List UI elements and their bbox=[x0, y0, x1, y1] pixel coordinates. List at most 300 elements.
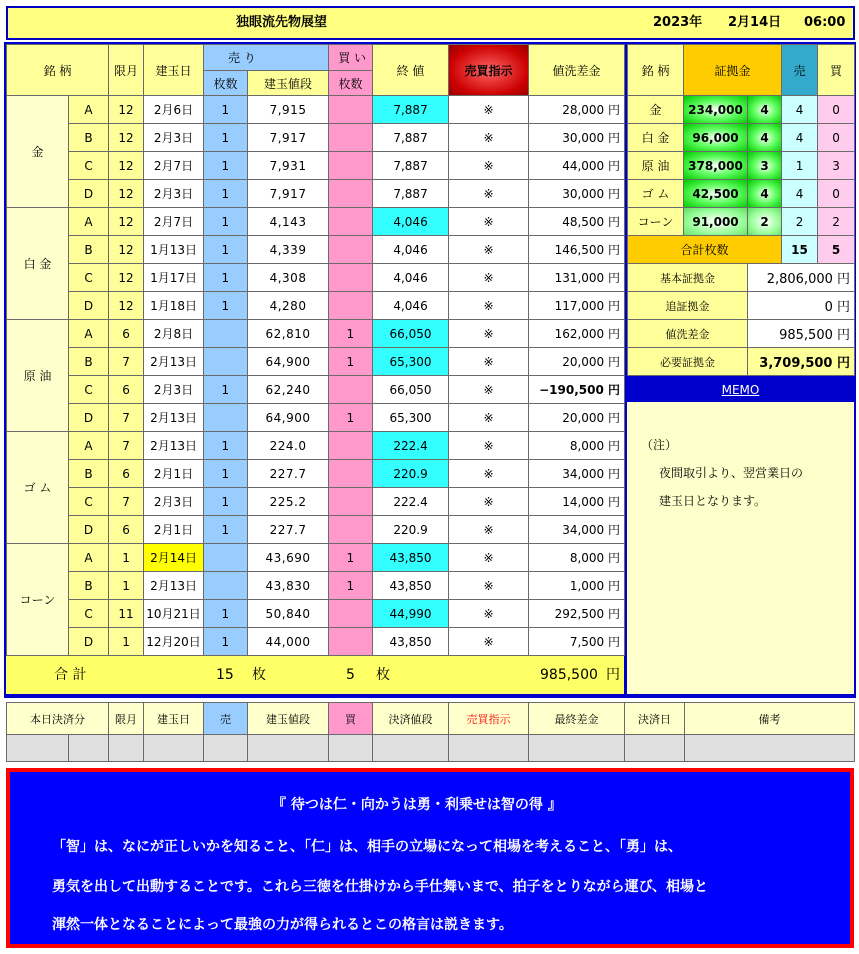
position-date: 10月21日 bbox=[144, 600, 204, 628]
margin-sell: 2 bbox=[782, 208, 818, 236]
buy-count bbox=[329, 432, 373, 460]
sell-count: 1 bbox=[204, 96, 248, 124]
position-price: 7,917 bbox=[248, 180, 329, 208]
order-mark[interactable]: ※ bbox=[449, 600, 529, 628]
position-price: 64,900 bbox=[248, 348, 329, 376]
contract-month: 12 bbox=[109, 152, 144, 180]
buy-count: 1 bbox=[329, 348, 373, 376]
yen-unit: 円 bbox=[608, 467, 621, 481]
buy-count bbox=[329, 460, 373, 488]
yen-unit: 円 bbox=[608, 411, 621, 425]
position-date: 2月1日 bbox=[144, 516, 204, 544]
settle-empty-row bbox=[7, 735, 855, 762]
margin-row bbox=[628, 180, 855, 208]
order-mark[interactable]: ※ bbox=[449, 376, 529, 404]
margin-sell: 4 bbox=[782, 124, 818, 152]
position-row bbox=[7, 152, 625, 180]
close-price: 222.4 bbox=[373, 488, 449, 516]
yen-unit: 円 bbox=[608, 159, 621, 173]
settle-header-buy: 買 bbox=[329, 703, 373, 735]
settle-header-sell: 売 bbox=[204, 703, 248, 735]
close-price: 66,050 bbox=[373, 320, 449, 348]
position-row bbox=[7, 432, 625, 460]
position-code: B bbox=[69, 236, 109, 264]
position-date: 1月13日 bbox=[144, 236, 204, 264]
position-date: 2月3日 bbox=[144, 180, 204, 208]
position-price: 225.2 bbox=[248, 488, 329, 516]
valuation-diff bbox=[529, 208, 625, 236]
position-price: 64,900 bbox=[248, 404, 329, 432]
position-price: 224.0 bbox=[248, 432, 329, 460]
sell-count bbox=[204, 544, 248, 572]
order-mark[interactable]: ※ bbox=[449, 96, 529, 124]
buy-count bbox=[329, 488, 373, 516]
position-row bbox=[7, 460, 625, 488]
position-date: 1月17日 bbox=[144, 264, 204, 292]
position-row bbox=[7, 572, 625, 600]
settle-header-bikou: 備考 bbox=[685, 703, 855, 735]
totals-label: 合 計 bbox=[54, 667, 87, 683]
margin-buy: 0 bbox=[818, 96, 855, 124]
yen-unit: 円 bbox=[608, 103, 621, 117]
close-price: 43,850 bbox=[373, 572, 449, 600]
position-date: 2月7日 bbox=[144, 208, 204, 236]
valuation-diff bbox=[529, 264, 625, 292]
order-mark[interactable]: ※ bbox=[449, 348, 529, 376]
buy-count bbox=[329, 208, 373, 236]
buy-count bbox=[329, 264, 373, 292]
margin-count: 4 bbox=[748, 96, 782, 124]
valuation-diff-value: 7,500 bbox=[569, 635, 605, 649]
sell-count: 1 bbox=[204, 488, 248, 516]
sell-count: 1 bbox=[204, 236, 248, 264]
margin-commodity: 原 油 bbox=[628, 152, 684, 180]
sell-count: 1 bbox=[204, 600, 248, 628]
totals-buy-count: 5 bbox=[346, 667, 355, 683]
margin-amount: 96,000 bbox=[684, 124, 748, 152]
valuation-diff bbox=[529, 600, 625, 628]
position-row bbox=[7, 404, 625, 432]
margin-buy: 0 bbox=[818, 180, 855, 208]
margin-count: 4 bbox=[748, 180, 782, 208]
buy-count: 1 bbox=[329, 572, 373, 600]
yen-unit: 円 bbox=[608, 215, 621, 229]
position-code: B bbox=[69, 348, 109, 376]
col-header-meigara: 銘 柄 bbox=[7, 45, 109, 96]
summary-row bbox=[628, 320, 855, 348]
settle-header-kessai-neodan: 決済値段 bbox=[373, 703, 449, 735]
position-code: D bbox=[69, 292, 109, 320]
position-row bbox=[7, 376, 625, 404]
position-date: 2月13日 bbox=[144, 572, 204, 600]
side-header-margin: 証拠金 bbox=[684, 45, 782, 96]
order-mark[interactable]: ※ bbox=[449, 628, 529, 656]
yen-unit: 円 bbox=[608, 607, 621, 621]
valuation-diff-value: 20,000 bbox=[562, 411, 605, 425]
sell-count: 1 bbox=[204, 376, 248, 404]
position-date: 2月13日 bbox=[144, 348, 204, 376]
yen-unit: 円 bbox=[608, 131, 621, 145]
order-mark[interactable]: ※ bbox=[449, 180, 529, 208]
position-price: 50,840 bbox=[248, 600, 329, 628]
col-header-uri: 売 り bbox=[204, 45, 329, 71]
header-bar bbox=[6, 6, 855, 40]
valuation-diff-value: 292,500 bbox=[554, 607, 605, 621]
commodity-name: 白 金 bbox=[7, 208, 69, 320]
margin-row bbox=[628, 124, 855, 152]
position-price: 227.7 bbox=[248, 516, 329, 544]
position-row bbox=[7, 320, 625, 348]
position-row bbox=[7, 600, 625, 628]
contract-month: 1 bbox=[109, 544, 144, 572]
proverb-box bbox=[6, 768, 854, 948]
valuation-diff bbox=[529, 516, 625, 544]
order-mark[interactable]: ※ bbox=[449, 236, 529, 264]
sell-count: 1 bbox=[204, 180, 248, 208]
valuation-diff bbox=[529, 292, 625, 320]
position-row bbox=[7, 208, 625, 236]
close-price: 43,850 bbox=[373, 628, 449, 656]
summary-value: 2,806,000 円 bbox=[748, 264, 855, 292]
memo-line-2: 建玉日となります。 bbox=[659, 494, 767, 508]
contract-month: 12 bbox=[109, 236, 144, 264]
position-row bbox=[7, 488, 625, 516]
commodity-name: 金 bbox=[7, 96, 69, 208]
position-price: 4,143 bbox=[248, 208, 329, 236]
col-header-kai: 買 い bbox=[329, 45, 373, 71]
memo-link[interactable]: MEMO bbox=[627, 378, 854, 402]
totals-buy-unit: 枚 bbox=[376, 667, 390, 683]
valuation-diff bbox=[529, 544, 625, 572]
close-price: 4,046 bbox=[373, 208, 449, 236]
yen-unit: 円 bbox=[608, 635, 621, 649]
position-code: B bbox=[69, 460, 109, 488]
contract-month: 12 bbox=[109, 180, 144, 208]
summary-label: 追証拠金 bbox=[628, 292, 748, 320]
position-price: 44,000 bbox=[248, 628, 329, 656]
summary-value: 985,500 円 bbox=[748, 320, 855, 348]
valuation-diff-value: 48,500 bbox=[562, 215, 605, 229]
order-mark[interactable]: ※ bbox=[449, 320, 529, 348]
position-row bbox=[7, 516, 625, 544]
commodity-name: 原 油 bbox=[7, 320, 69, 432]
position-date: 2月13日 bbox=[144, 432, 204, 460]
sell-count: 1 bbox=[204, 292, 248, 320]
position-row bbox=[7, 544, 625, 572]
sell-count: 1 bbox=[204, 460, 248, 488]
close-price: 65,300 bbox=[373, 404, 449, 432]
valuation-diff bbox=[529, 124, 625, 152]
margin-commodity: 白 金 bbox=[628, 124, 684, 152]
yen-unit: 円 bbox=[608, 271, 621, 285]
valuation-diff bbox=[529, 488, 625, 516]
total-sell-count: 15 bbox=[782, 236, 818, 264]
position-date: 2月3日 bbox=[144, 124, 204, 152]
valuation-diff bbox=[529, 432, 625, 460]
close-price: 7,887 bbox=[373, 180, 449, 208]
close-price: 4,046 bbox=[373, 236, 449, 264]
yen-unit: 円 bbox=[608, 383, 621, 397]
summary-row bbox=[628, 264, 855, 292]
summary-value: 3,709,500 円 bbox=[748, 348, 855, 376]
header-year: 2023年 bbox=[653, 15, 703, 30]
position-date: 2月14日 bbox=[144, 544, 204, 572]
buy-count: 1 bbox=[329, 544, 373, 572]
position-row bbox=[7, 292, 625, 320]
position-price: 43,830 bbox=[248, 572, 329, 600]
valuation-diff-value: 34,000 bbox=[562, 467, 605, 481]
totals-sell-unit: 枚 bbox=[252, 667, 266, 683]
valuation-diff bbox=[529, 572, 625, 600]
position-code: A bbox=[69, 208, 109, 236]
valuation-diff bbox=[529, 180, 625, 208]
position-date: 2月3日 bbox=[144, 488, 204, 516]
contract-month: 1 bbox=[109, 628, 144, 656]
valuation-diff bbox=[529, 376, 625, 404]
position-price: 62,240 bbox=[248, 376, 329, 404]
total-buy-count: 5 bbox=[818, 236, 855, 264]
sell-count: 1 bbox=[204, 124, 248, 152]
buy-count bbox=[329, 180, 373, 208]
sell-count bbox=[204, 320, 248, 348]
proverb-title: 『 待つは仁・向かうは勇・利乗せは智の得 』 bbox=[272, 797, 562, 813]
position-code: D bbox=[69, 516, 109, 544]
position-code: C bbox=[69, 264, 109, 292]
margin-amount: 234,000 bbox=[684, 96, 748, 124]
position-date: 2月13日 bbox=[144, 404, 204, 432]
settle-header-saishu-sakin: 最終差金 bbox=[529, 703, 625, 735]
position-date: 2月3日 bbox=[144, 376, 204, 404]
position-code: D bbox=[69, 404, 109, 432]
settle-header-kessaibi: 決済日 bbox=[625, 703, 685, 735]
yen-unit: 円 bbox=[608, 355, 621, 369]
sell-count bbox=[204, 348, 248, 376]
sell-count: 1 bbox=[204, 432, 248, 460]
margin-count: 2 bbox=[748, 208, 782, 236]
margin-amount: 91,000 bbox=[684, 208, 748, 236]
page-title: 独眼流先物展望 bbox=[236, 15, 328, 30]
buy-count bbox=[329, 292, 373, 320]
contract-month: 12 bbox=[109, 264, 144, 292]
position-price: 7,917 bbox=[248, 124, 329, 152]
position-code: C bbox=[69, 376, 109, 404]
position-row bbox=[7, 96, 625, 124]
sell-count: 1 bbox=[204, 516, 248, 544]
yen-unit: 円 bbox=[608, 299, 621, 313]
order-mark[interactable]: ※ bbox=[449, 208, 529, 236]
position-date: 12月20日 bbox=[144, 628, 204, 656]
contract-month: 6 bbox=[109, 516, 144, 544]
yen-unit: 円 bbox=[608, 187, 621, 201]
contract-month: 11 bbox=[109, 600, 144, 628]
valuation-diff-value: 1,000 bbox=[569, 579, 605, 593]
valuation-diff-value: −190,500 bbox=[539, 383, 604, 397]
buy-count bbox=[329, 600, 373, 628]
valuation-diff-value: 131,000 bbox=[554, 271, 605, 285]
order-mark[interactable]: ※ bbox=[449, 460, 529, 488]
header-date: 2月14日 bbox=[728, 15, 782, 30]
valuation-diff-value: 8,000 bbox=[569, 439, 605, 453]
contract-month: 6 bbox=[109, 460, 144, 488]
valuation-diff bbox=[529, 96, 625, 124]
position-date: 2月6日 bbox=[144, 96, 204, 124]
order-mark[interactable]: ※ bbox=[449, 432, 529, 460]
valuation-diff-value: 30,000 bbox=[562, 187, 605, 201]
position-price: 7,931 bbox=[248, 152, 329, 180]
contract-month: 12 bbox=[109, 208, 144, 236]
sell-count bbox=[204, 404, 248, 432]
margin-row bbox=[628, 96, 855, 124]
col-header-owarine: 終 値 bbox=[373, 45, 449, 96]
valuation-diff-value: 117,000 bbox=[554, 299, 605, 313]
margin-table bbox=[627, 44, 855, 376]
margin-sell: 4 bbox=[782, 96, 818, 124]
summary-row bbox=[628, 292, 855, 320]
position-row bbox=[7, 628, 625, 656]
valuation-diff bbox=[529, 236, 625, 264]
contract-month: 7 bbox=[109, 432, 144, 460]
position-code: A bbox=[69, 544, 109, 572]
position-price: 43,690 bbox=[248, 544, 329, 572]
memo-note-title: （注） bbox=[641, 438, 678, 452]
buy-count bbox=[329, 236, 373, 264]
margin-buy: 3 bbox=[818, 152, 855, 180]
contract-month: 12 bbox=[109, 292, 144, 320]
contract-month: 1 bbox=[109, 572, 144, 600]
side-header-sell: 売 bbox=[782, 45, 818, 96]
yen-unit: 円 bbox=[608, 243, 621, 257]
order-mark[interactable]: ※ bbox=[449, 488, 529, 516]
total-count-label: 合計枚数 bbox=[628, 236, 782, 264]
margin-count: 3 bbox=[748, 152, 782, 180]
valuation-diff bbox=[529, 348, 625, 376]
contract-month: 7 bbox=[109, 404, 144, 432]
valuation-diff-value: 28,000 bbox=[562, 103, 605, 117]
close-price: 65,300 bbox=[373, 348, 449, 376]
proverb-line-3: 渾然一体となることによって最強の力が得られるとこの格言は説きます。 bbox=[52, 917, 513, 933]
position-code: C bbox=[69, 600, 109, 628]
margin-count: 4 bbox=[748, 124, 782, 152]
position-row bbox=[7, 348, 625, 376]
valuation-diff-value: 30,000 bbox=[562, 131, 605, 145]
contract-month: 6 bbox=[109, 320, 144, 348]
position-row bbox=[7, 180, 625, 208]
summary-row bbox=[628, 348, 855, 376]
position-row bbox=[7, 124, 625, 152]
buy-count bbox=[329, 376, 373, 404]
close-price: 4,046 bbox=[373, 264, 449, 292]
position-price: 7,915 bbox=[248, 96, 329, 124]
contract-month: 12 bbox=[109, 96, 144, 124]
margin-commodity: コーン bbox=[628, 208, 684, 236]
margin-row bbox=[628, 152, 855, 180]
col-header-buy-count: 枚数 bbox=[329, 71, 373, 96]
order-mark[interactable]: ※ bbox=[449, 152, 529, 180]
sell-count: 1 bbox=[204, 628, 248, 656]
buy-count bbox=[329, 628, 373, 656]
positions-table bbox=[6, 44, 625, 656]
buy-count bbox=[329, 96, 373, 124]
contract-month: 6 bbox=[109, 376, 144, 404]
col-header-gengetsu: 限月 bbox=[109, 45, 144, 96]
valuation-diff-value: 14,000 bbox=[562, 495, 605, 509]
settle-header-tategyoku-neodan: 建玉値段 bbox=[248, 703, 329, 735]
yen-unit: 円 bbox=[608, 523, 621, 537]
commodity-name: コーン bbox=[7, 544, 69, 656]
memo-line-1: 夜間取引より、翌営業日の bbox=[659, 466, 804, 480]
close-price: 4,046 bbox=[373, 292, 449, 320]
order-mark[interactable]: ※ bbox=[449, 124, 529, 152]
position-code: C bbox=[69, 488, 109, 516]
contract-month: 7 bbox=[109, 488, 144, 516]
proverb-line-1: 「智」は、なにが正しいかを知ること、「仁」は、相手の立場になって相場を考えること、「勇」は、 bbox=[52, 839, 682, 855]
position-date: 2月8日 bbox=[144, 320, 204, 348]
summary-label: 必要証拠金 bbox=[628, 348, 748, 376]
memo-panel bbox=[627, 402, 854, 694]
margin-commodity: ゴ ム bbox=[628, 180, 684, 208]
buy-count bbox=[329, 152, 373, 180]
position-date: 1月18日 bbox=[144, 292, 204, 320]
header-time: 06:00 bbox=[804, 15, 846, 30]
margin-row bbox=[628, 208, 855, 236]
valuation-diff-value: 162,000 bbox=[554, 327, 605, 341]
close-price: 44,990 bbox=[373, 600, 449, 628]
col-header-nearai-sakin: 値洗差金 bbox=[529, 45, 625, 96]
summary-label: 基本証拠金 bbox=[628, 264, 748, 292]
close-price: 220.9 bbox=[373, 460, 449, 488]
position-code: D bbox=[69, 628, 109, 656]
side-header-buy: 買 bbox=[818, 45, 855, 96]
valuation-diff-value: 20,000 bbox=[562, 355, 605, 369]
position-row bbox=[7, 236, 625, 264]
valuation-diff bbox=[529, 404, 625, 432]
valuation-diff-value: 8,000 bbox=[569, 551, 605, 565]
yen-unit: 円 bbox=[608, 495, 621, 509]
totals-yen: 円 bbox=[606, 667, 620, 683]
position-price: 4,339 bbox=[248, 236, 329, 264]
position-code: A bbox=[69, 96, 109, 124]
commodity-name: ゴ ム bbox=[7, 432, 69, 544]
yen-unit: 円 bbox=[608, 327, 621, 341]
position-date: 2月1日 bbox=[144, 460, 204, 488]
close-price: 7,887 bbox=[373, 152, 449, 180]
position-code: D bbox=[69, 180, 109, 208]
position-code: A bbox=[69, 432, 109, 460]
close-price: 222.4 bbox=[373, 432, 449, 460]
yen-unit: 円 bbox=[608, 579, 621, 593]
settle-header-baibai-shiji: 売買指示 bbox=[449, 703, 529, 735]
position-code: A bbox=[69, 320, 109, 348]
order-mark[interactable]: ※ bbox=[449, 264, 529, 292]
order-mark[interactable]: ※ bbox=[449, 516, 529, 544]
position-price: 4,308 bbox=[248, 264, 329, 292]
order-mark[interactable]: ※ bbox=[449, 544, 529, 572]
sell-count: 1 bbox=[204, 152, 248, 180]
baibai-shiji-button[interactable]: 売買指示 bbox=[449, 45, 529, 96]
order-mark[interactable]: ※ bbox=[449, 292, 529, 320]
proverb-inner bbox=[10, 772, 850, 944]
contract-month: 7 bbox=[109, 348, 144, 376]
settlement-table bbox=[6, 702, 855, 762]
col-header-sell-count: 枚数 bbox=[204, 71, 248, 96]
order-mark[interactable]: ※ bbox=[449, 572, 529, 600]
position-code: B bbox=[69, 572, 109, 600]
margin-buy: 2 bbox=[818, 208, 855, 236]
yen-unit: 円 bbox=[608, 551, 621, 565]
order-mark[interactable]: ※ bbox=[449, 404, 529, 432]
margin-amount: 378,000 bbox=[684, 152, 748, 180]
margin-sell: 1 bbox=[782, 152, 818, 180]
